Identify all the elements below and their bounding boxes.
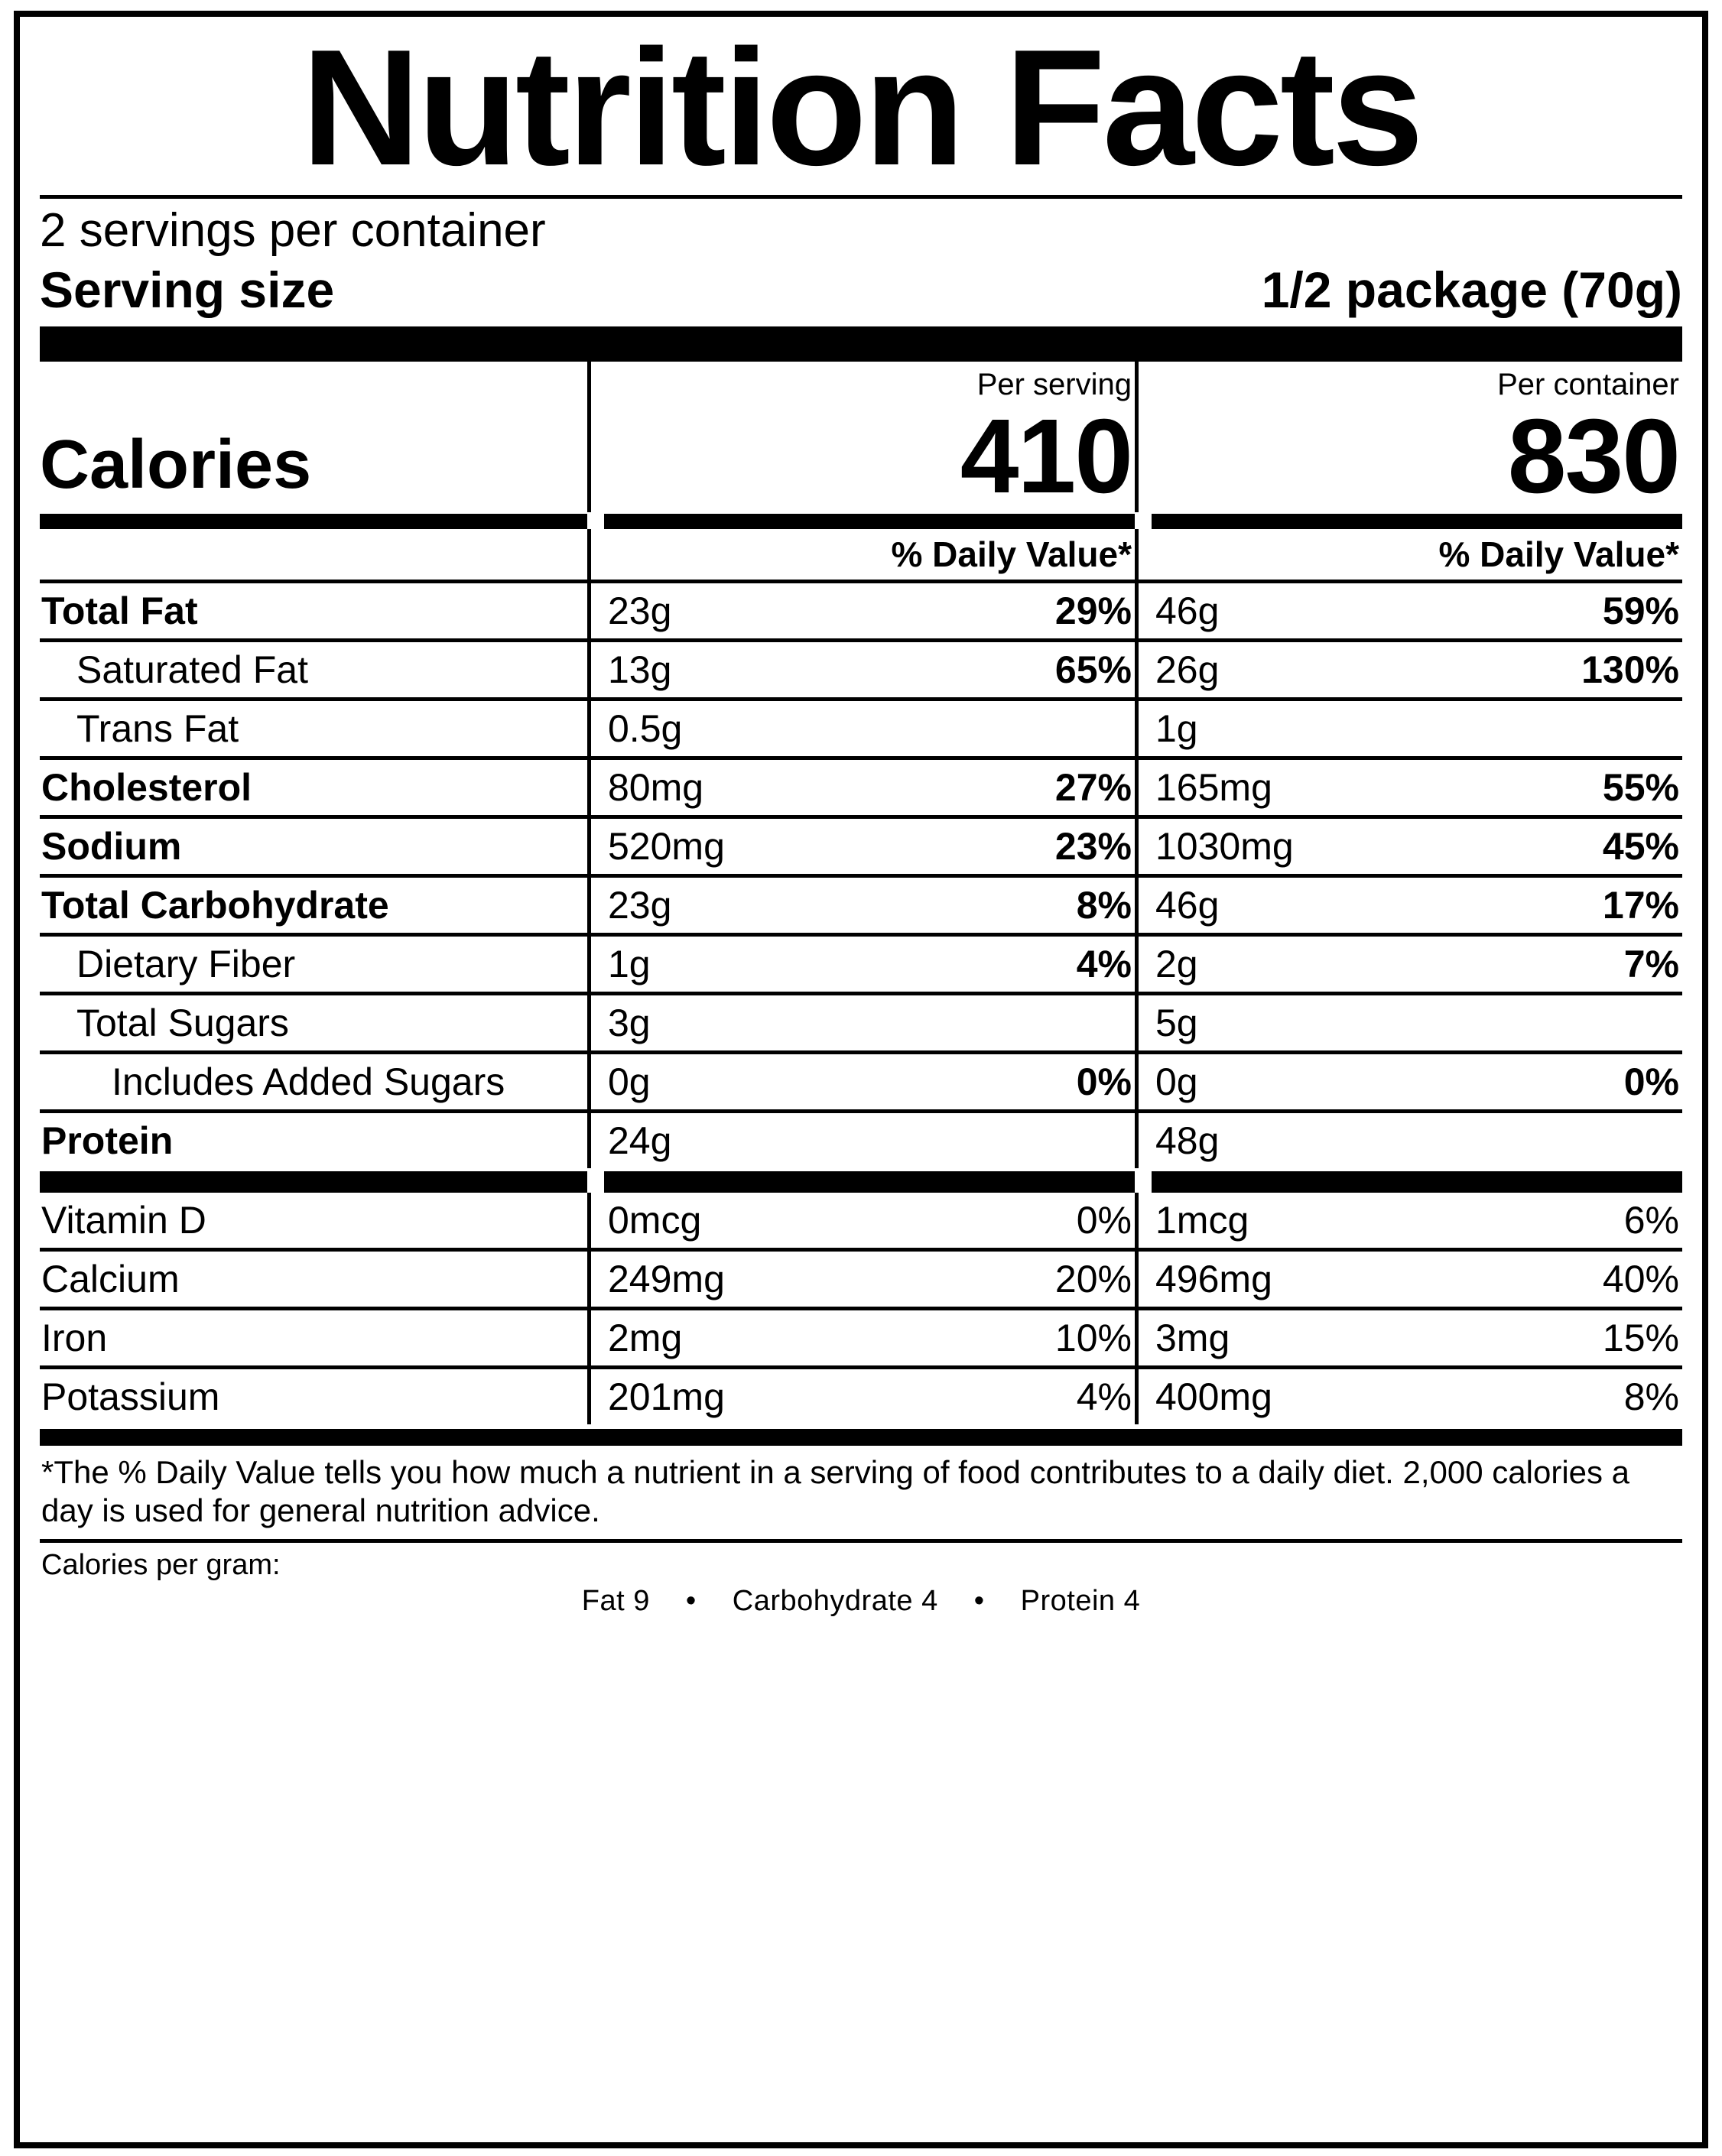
nutrient-per-container [1135, 995, 1682, 1050]
nutrient-name: Trans Fat [76, 707, 239, 751]
table-row [40, 1365, 1682, 1424]
table-row [40, 1193, 1682, 1248]
nutrient-dv: 65% [1054, 648, 1132, 692]
servings-per-container: 2 servings per container [40, 204, 546, 258]
nutrient-name: Dietary Fiber [76, 943, 296, 986]
nutrient-name: Total Carbohydrate [41, 884, 389, 927]
nutrient-amount: 46g [1155, 589, 1220, 633]
nutrient-amount: 1g [1155, 707, 1198, 751]
nutrient-name: Cholesterol [41, 766, 252, 810]
nutrient-amount: 201mg [608, 1375, 725, 1419]
nutrient-per-serving [587, 583, 1135, 638]
nutrient-dv: 8% [1076, 884, 1132, 927]
nutrient-name: Vitamin D [41, 1199, 206, 1242]
nutrient-amount: 46g [1155, 884, 1220, 927]
calories-per-gram-title: Calories per gram: [41, 1548, 281, 1581]
nutrient-dv: 45% [1602, 825, 1679, 869]
calories-per-gram-values [40, 1583, 1682, 1618]
nutrient-name: Sodium [41, 825, 182, 869]
nutrient-per-serving [587, 642, 1135, 697]
nutrient-dv: 8% [1623, 1375, 1679, 1419]
table-row [40, 1050, 1682, 1109]
table-row [40, 756, 1682, 815]
calories-divider-seg1 [40, 514, 587, 529]
serving-size-label: Serving size [40, 261, 335, 319]
calories-per-serving: 410 [587, 404, 1135, 512]
page-title: Nutrition Facts [301, 15, 1421, 200]
nutrient-per-container [1135, 937, 1682, 992]
nutrient-amount: 1g [608, 943, 651, 986]
nutrient-dv: 4% [1076, 943, 1132, 986]
serving-size-bar [40, 326, 1682, 362]
nutrient-per-serving [587, 1113, 1135, 1168]
column-header-per-container: Per container [1135, 362, 1682, 404]
nutrient-per-serving [587, 878, 1135, 933]
footnote-divider [40, 1429, 1682, 1446]
nutrient-amount: 249mg [608, 1258, 725, 1301]
nutrient-dv: 17% [1602, 884, 1679, 927]
nutrient-dv: 27% [1054, 766, 1132, 810]
nutrient-dv: 20% [1054, 1258, 1132, 1301]
nutrient-amount: 1030mg [1155, 825, 1294, 869]
nutrient-name: Calcium [41, 1258, 180, 1301]
column-header-blank [40, 362, 587, 404]
table-row [40, 874, 1682, 933]
nutrient-amount: 165mg [1155, 766, 1272, 810]
nutrient-name: Protein [41, 1119, 174, 1163]
table-row [40, 580, 1682, 638]
nutrient-name: Potassium [41, 1375, 220, 1419]
nutrient-dv: 130% [1581, 648, 1679, 692]
nutrient-amount: 3g [608, 1002, 651, 1045]
nutrient-per-container [1135, 1369, 1682, 1424]
micronutrient-divider-seg2 [604, 1171, 1135, 1193]
nutrient-amount: 400mg [1155, 1375, 1272, 1419]
nutrient-amount: 0mcg [608, 1199, 702, 1242]
nutrient-per-serving [587, 1054, 1135, 1109]
micronutrient-divider-seg1 [40, 1171, 587, 1193]
nutrient-amount: 0g [1155, 1060, 1198, 1104]
table-row [40, 1109, 1682, 1168]
calories-divider-seg3 [1152, 514, 1682, 529]
nutrient-per-serving [587, 819, 1135, 874]
daily-value-header-per-serving: % Daily Value* [587, 529, 1135, 580]
calories-per-container: 830 [1135, 404, 1682, 512]
nutrient-amount: 5g [1155, 1002, 1198, 1045]
calories-per-gram-protein: Protein 4 [1020, 1584, 1141, 1617]
nutrient-dv: 0% [1623, 1060, 1679, 1104]
calories-per-gram-fat: Fat 9 [581, 1584, 650, 1617]
nutrient-dv: 40% [1602, 1258, 1679, 1301]
nutrient-dv: 0% [1076, 1060, 1132, 1104]
nutrient-per-container [1135, 1193, 1682, 1248]
daily-value-header-blank [40, 529, 587, 580]
nutrient-per-container [1135, 760, 1682, 815]
nutrient-dv: 23% [1054, 825, 1132, 869]
nutrient-per-container [1135, 1054, 1682, 1109]
daily-value-header-row [40, 529, 1682, 580]
calories-label: Calories [40, 427, 312, 504]
table-row [40, 1307, 1682, 1365]
nutrient-amount: 80mg [608, 766, 704, 810]
nutrient-name: Saturated Fat [76, 648, 308, 692]
nutrient-amount: 26g [1155, 648, 1220, 692]
nutrient-amount: 3mg [1155, 1317, 1230, 1360]
nutrient-dv: 7% [1623, 943, 1679, 986]
calories-divider-seg2 [604, 514, 1135, 529]
nutrient-per-container [1135, 1310, 1682, 1365]
nutrient-per-serving [587, 1310, 1135, 1365]
nutrient-dv: 29% [1054, 589, 1132, 633]
nutrient-per-container [1135, 642, 1682, 697]
nutrient-dv: 55% [1602, 766, 1679, 810]
nutrient-per-container [1135, 583, 1682, 638]
nutrient-amount: 0.5g [608, 707, 683, 751]
nutrient-per-serving [587, 1252, 1135, 1307]
table-row [40, 638, 1682, 697]
nutrient-amount: 23g [608, 589, 672, 633]
serving-size-row [40, 258, 1682, 326]
calories-per-gram-carbohydrate: Carbohydrate 4 [732, 1584, 938, 1617]
nutrient-per-serving [587, 760, 1135, 815]
nutrient-dv: 15% [1602, 1317, 1679, 1360]
nutrient-per-container [1135, 878, 1682, 933]
nutrient-per-serving [587, 995, 1135, 1050]
nutrition-facts-label [14, 11, 1708, 2148]
nutrient-amount: 496mg [1155, 1258, 1272, 1301]
calories-per-gram-sep-2: • [973, 1584, 985, 1617]
nutrient-amount: 1mcg [1155, 1199, 1249, 1242]
daily-value-footnote: *The % Daily Value tells you how much a nutrient in a serving of food contributes to a daily diet. 2,000 calories a day is used for general nutrition advice. [41, 1454, 1630, 1529]
nutrient-name: Includes Added Sugars [112, 1060, 505, 1104]
nutrient-per-container [1135, 819, 1682, 874]
calories-divider [40, 514, 1682, 529]
nutrient-name: Total Sugars [76, 1002, 289, 1045]
nutrient-name: Iron [41, 1317, 108, 1360]
nutrient-amount: 520mg [608, 825, 725, 869]
nutrient-per-serving [587, 1369, 1135, 1424]
nutrient-amount: 23g [608, 884, 672, 927]
nutrient-amount: 48g [1155, 1119, 1220, 1163]
column-headers-row [40, 362, 1682, 404]
nutrient-per-container [1135, 701, 1682, 756]
nutrient-dv: 0% [1076, 1199, 1132, 1242]
table-row [40, 933, 1682, 992]
daily-value-header-per-container: % Daily Value* [1135, 529, 1682, 580]
nutrient-dv: 10% [1054, 1317, 1132, 1360]
micronutrient-divider [40, 1171, 1682, 1193]
calories-per-gram-sep-1: • [685, 1584, 697, 1617]
nutrient-per-serving [587, 701, 1135, 756]
micronutrient-divider-seg3 [1152, 1171, 1682, 1193]
nutrient-per-container [1135, 1113, 1682, 1168]
nutrient-amount: 24g [608, 1119, 672, 1163]
serving-size-value: 1/2 package (70g) [1261, 261, 1682, 319]
table-row [40, 697, 1682, 756]
nutrient-amount: 2mg [608, 1317, 683, 1360]
nutrient-amount: 13g [608, 648, 672, 692]
calories-row [40, 398, 1682, 516]
nutrient-dv: 4% [1076, 1375, 1132, 1419]
table-row [40, 815, 1682, 874]
nutrient-per-container [1135, 1252, 1682, 1307]
nutrient-amount: 0g [608, 1060, 651, 1104]
nutrient-dv: 59% [1602, 589, 1679, 633]
nutrient-per-serving [587, 937, 1135, 992]
nutrient-amount: 2g [1155, 943, 1198, 986]
nutrient-per-serving [587, 1193, 1135, 1248]
nutrient-dv: 6% [1623, 1199, 1679, 1242]
column-header-per-serving: Per serving [587, 362, 1135, 404]
table-row [40, 992, 1682, 1050]
table-row [40, 1248, 1682, 1307]
nutrient-name: Total Fat [41, 589, 198, 633]
